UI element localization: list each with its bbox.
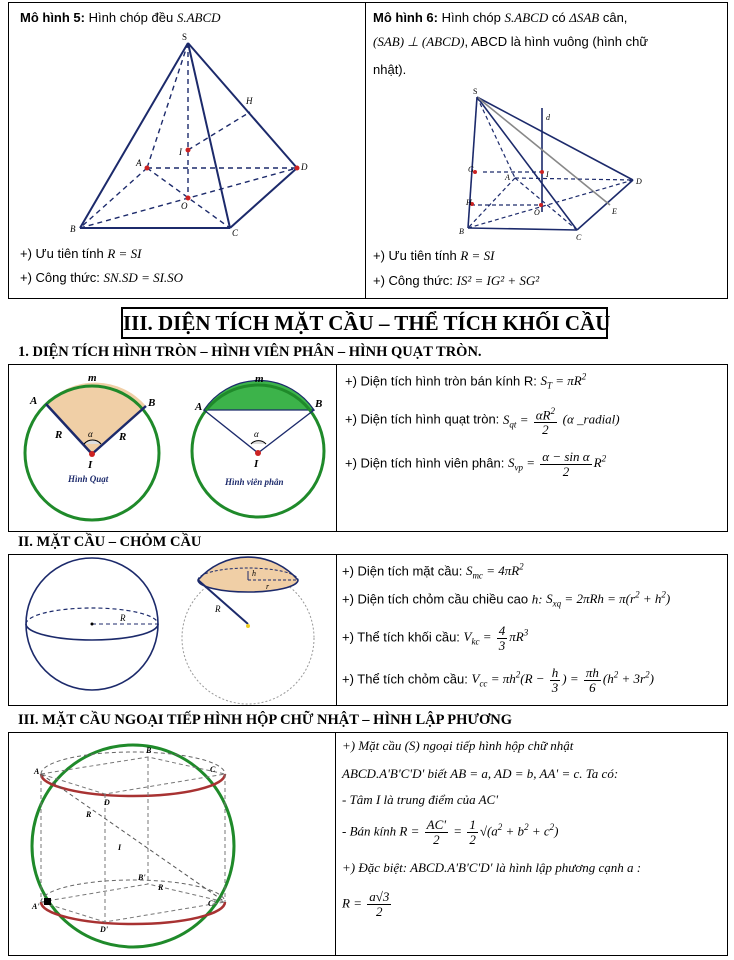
model6-line2-formula: IS² = IG² + SG² xyxy=(456,273,540,288)
s2-f2-var: h: xyxy=(531,591,543,607)
label6-d: D xyxy=(636,177,642,186)
box-in-sphere-figure xyxy=(8,732,335,956)
s2-formula-area xyxy=(342,562,524,581)
model6-title-triangle: ΔSAB xyxy=(569,10,600,25)
s3-line2 xyxy=(342,766,618,782)
s3-line3: - Tâm I là trung điểm của AC' xyxy=(342,792,499,807)
fig1-a: A xyxy=(30,395,38,407)
model5-line2-formula: SN.SD = SI.SO xyxy=(103,270,184,285)
model6-title-text3: cân, xyxy=(602,10,628,25)
label-d: D xyxy=(301,162,308,172)
label6-i: I xyxy=(546,170,549,179)
label6-d-line: d xyxy=(546,113,550,122)
section3-heading: III. MẶT CẦU NGOẠI TIẾP HÌNH HỘP CHỮ NHẬT – HÌNH LẬP PHƯƠNG xyxy=(18,712,512,728)
box-r2: R xyxy=(158,883,164,892)
s1-f3-prefix: +) Diện tích hình viên phân: xyxy=(345,455,505,471)
label-a: A xyxy=(136,158,142,168)
s2-f2-math: $S_{xq} = 2\pi Rh = \pi(r^2 + h^2)$ xyxy=(546,590,671,609)
s2-f2-prefix: +) Diện tích chỏm cầu chiều cao xyxy=(342,591,529,607)
label-i: I xyxy=(179,147,182,157)
model6-line-b-text: , ABCD là hình vuông (hình chữ xyxy=(464,34,649,49)
box-a: A xyxy=(34,767,40,776)
fig2-caption: Hình viên phân xyxy=(225,477,284,487)
s1-formula-sector xyxy=(345,404,620,437)
label6-o: O xyxy=(534,208,540,217)
box-cp: C' xyxy=(208,899,216,908)
label6-g: G xyxy=(468,165,474,174)
model6-line2-prefix: +) Công thức: xyxy=(373,273,453,288)
s3-l2-dims: AB = a, AD = b, AA' = c xyxy=(450,766,580,781)
s1-f2-note: (α _radial) xyxy=(562,411,620,427)
box-d: D xyxy=(104,798,110,807)
s1-f1-prefix: +) Diện tích hình tròn bán kính R: xyxy=(345,373,537,389)
model6-title-bold: Mô hình 6: xyxy=(373,10,438,25)
label6-e: E xyxy=(612,207,617,216)
s3-l2-know: biết xyxy=(427,766,448,781)
label6-s: S xyxy=(473,87,478,96)
label6-b: B xyxy=(459,227,464,236)
s2-formula-volume xyxy=(342,624,528,653)
s2-f4-math: $V_{cc} = \pi h^2(R$ − $\frac{h}{3}$ ) = $\frac{\pi h}{6}$ $(h^2 + 3r^2)$ xyxy=(471,665,654,695)
s3-l2-end: . Ta có: xyxy=(579,766,619,781)
model5-line1-prefix: +) Ưu tiên tính xyxy=(20,246,104,261)
label-h: H xyxy=(246,96,253,106)
model5-line2-prefix: +) Công thức: xyxy=(20,270,100,285)
box-c: C xyxy=(210,765,216,774)
s1-f2-prefix: +) Diện tích hình quạt tròn: xyxy=(345,411,500,427)
s3-line5 xyxy=(342,860,641,876)
box-r1: R xyxy=(86,810,92,819)
s1-f1-math: $S_T = \pi R^2$ xyxy=(540,372,587,391)
model5-line1-formula: R = SI xyxy=(107,246,142,261)
label-c: C xyxy=(232,228,239,238)
model6-line1-prefix: +) Ưu tiên tính xyxy=(373,248,457,263)
circle-figures xyxy=(8,364,336,532)
s2-f4-prefix: +) Thể tích chỏm cầu: xyxy=(342,671,468,687)
cap-h: h xyxy=(252,569,256,578)
fig2-alpha: α xyxy=(254,429,259,439)
sphere-r: R xyxy=(120,613,126,623)
section2-divider xyxy=(336,554,337,706)
cap-big-r: R xyxy=(215,604,221,614)
s3-line1: +) Mặt cầu (S) ngoại tiếp hình hộp chữ nhật xyxy=(342,738,574,753)
s2-f3-math: $V_{kc}$ = $\frac{4}{3}$ $\pi R^3$ xyxy=(463,623,529,653)
s3-l2-box: ABCD.A'B'C'D' xyxy=(342,766,425,781)
section1-heading: 1. DIỆN TÍCH HÌNH TRÒN – HÌNH VIÊN PHÂN – HÌNH QUẠT TRÒN. xyxy=(18,344,482,360)
s3-l5-special: +) Đặc biệt: xyxy=(342,860,408,875)
s2-f1-prefix: +) Diện tích mặt cầu: xyxy=(342,563,463,579)
fig1-m: m xyxy=(88,372,97,384)
box-i: I xyxy=(118,843,122,852)
s3-l4-prefix: - Bán kính xyxy=(342,823,397,839)
s3-l5-text: ABCD.A'B'C'D' là hình lập phương cạnh a : xyxy=(410,860,642,875)
pyramid-figure-6 xyxy=(365,0,730,300)
s2-f1-math: $S_{mc} = 4\pi R^2$ xyxy=(465,562,524,581)
section2-heading: II. MẶT CẦU – CHỎM CẦU xyxy=(18,534,202,550)
box-dp: D' xyxy=(100,925,108,934)
fig2-i: I xyxy=(254,458,259,470)
fig2-m: m xyxy=(255,373,264,385)
cap-r: r xyxy=(266,582,270,591)
s1-f2-math: $S_{qt}$ = $\frac{\alpha R^2}{2}$ xyxy=(502,406,555,438)
model5-title-bold: Mô hình 5: xyxy=(20,10,85,25)
s1-formula-circle xyxy=(345,372,586,391)
s2-f3-prefix: +) Thể tích khối cầu: xyxy=(342,629,460,645)
fig1-alpha: α xyxy=(88,429,93,439)
fig1-caption: Hình Quạt xyxy=(68,474,109,484)
s3-line6: R = $\frac{a√3}{2}$ xyxy=(342,889,390,919)
fig1-b: B xyxy=(148,397,156,409)
model6-title-formula: S.ABCD xyxy=(504,10,549,25)
model6-title-text2: có xyxy=(551,10,566,25)
box-b: B xyxy=(146,746,152,755)
fig1-r-left: R xyxy=(55,429,63,441)
model5-title-formula: S.ABCD xyxy=(176,10,221,25)
label-s: S xyxy=(182,32,188,42)
model6-line-c: nhật). xyxy=(373,62,407,77)
label6-c: C xyxy=(576,233,582,242)
s3-line4: - Bán kính R = $\frac{AC'}{2}$ = $\frac{1}{2}$ $√(a^2 + b^2 + c^2)$ xyxy=(342,817,559,847)
fig2-b: B xyxy=(315,398,323,410)
fig2-a: A xyxy=(195,401,203,413)
section1-divider xyxy=(336,364,337,532)
sphere-figures xyxy=(8,554,336,706)
s2-formula-cap-area xyxy=(342,590,670,609)
s1-formula-segment xyxy=(345,450,606,479)
s1-f3-math: $S_{vp}$ = $\frac{\text{α − sin α}}{2}$ $R^2$ xyxy=(507,449,607,479)
label-o: O xyxy=(181,201,188,211)
model5-title-text: Hình chóp đều xyxy=(88,10,174,25)
s2-formula-cap-volume xyxy=(342,666,654,695)
label6-a: A xyxy=(505,173,510,182)
label6-h: H xyxy=(466,198,472,207)
model6-title-text1: Hình chóp xyxy=(441,10,501,25)
label-b: B xyxy=(70,224,76,234)
model6-line1-formula: R = SI xyxy=(460,248,495,263)
box-ap: A' xyxy=(32,902,40,911)
box-bp: B' xyxy=(138,873,146,882)
section3-divider xyxy=(335,732,336,956)
pyramid-figure-5 xyxy=(0,0,365,300)
fig1-r-right: R xyxy=(119,431,127,443)
main-title: III. DIỆN TÍCH MẶT CẦU – THỂ TÍCH KHỐI CẦU xyxy=(121,307,608,339)
model6-perp-formula: (SAB) ⊥ (ABCD) xyxy=(373,34,465,49)
fig1-i: I xyxy=(88,459,93,471)
